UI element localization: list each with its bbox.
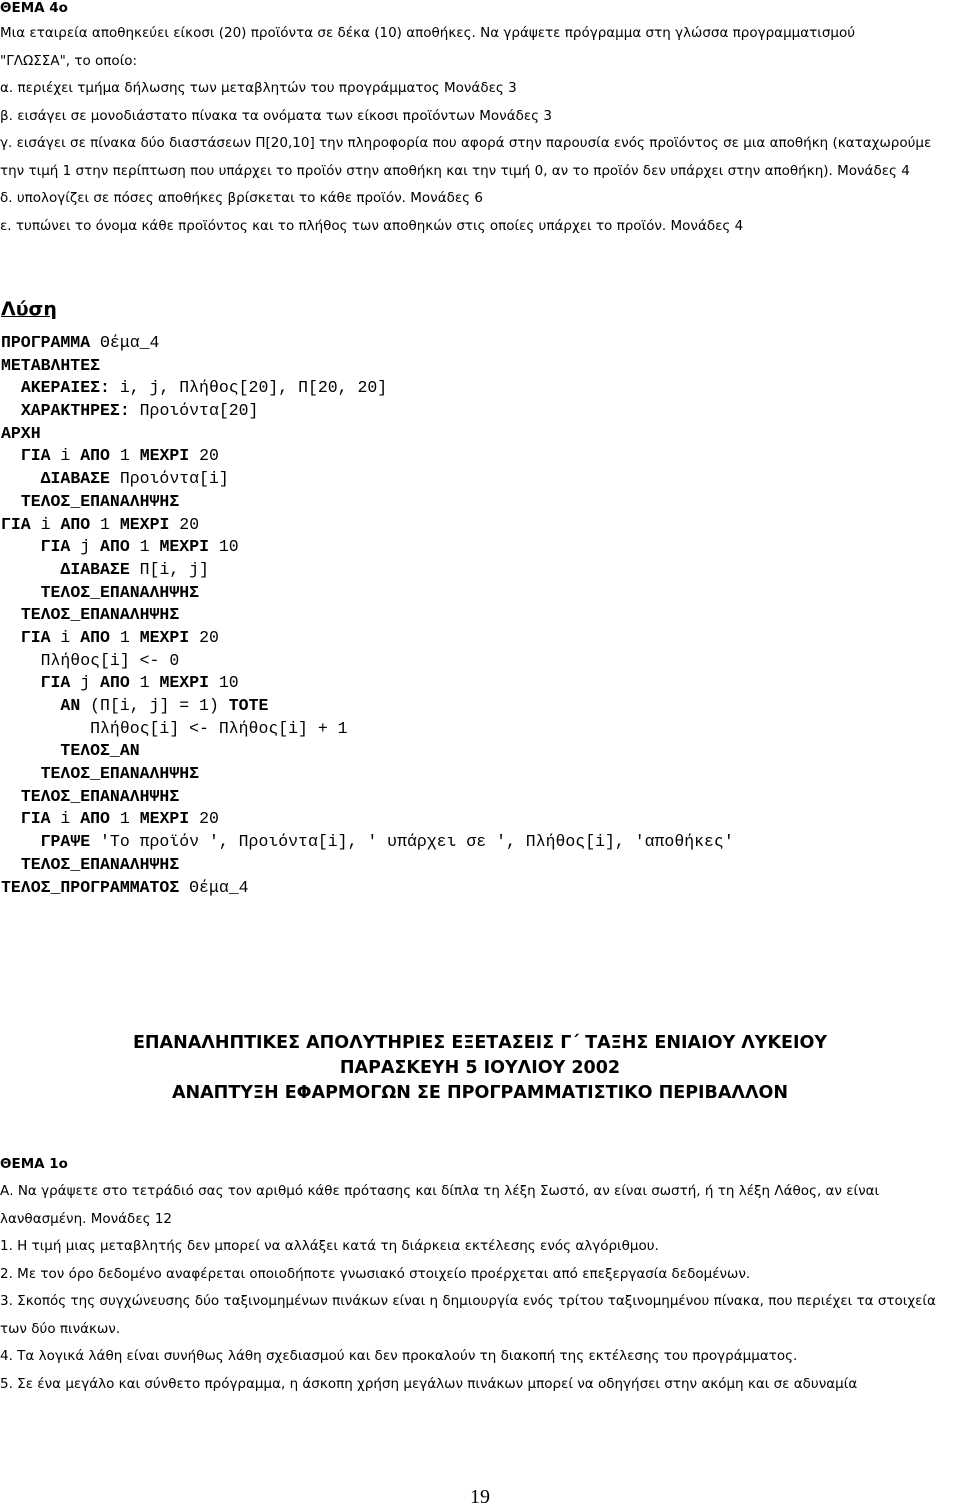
code-keyword: ΤΕΛΟΣ_ΑΝ — [60, 741, 140, 761]
code-text: i, j, Πλήθος[20], Π[20, 20] — [109, 378, 388, 398]
code-keyword: ΤΕΛΟΣ_ΕΠΑΝΑΛΗΨΗΣ — [40, 764, 200, 784]
code-text — [1, 696, 60, 715]
code-text: 1 — [90, 514, 120, 534]
code-text: 1 — [109, 627, 140, 647]
code-text — [1, 673, 41, 692]
code-text: Προιόντα[i] — [109, 469, 229, 489]
code-text — [1, 560, 60, 579]
code-line — [1, 786, 734, 809]
code-text: 20 — [189, 446, 219, 466]
code-keyword: ΤΟΤΕ — [228, 696, 269, 715]
theme1-statement: 4. Τα λογικά λάθη είναι συνήθως λάθη σχεδιασμού και δεν προκαλούν τη διακοπή της εκτέλεσης του προγράμματος. — [0, 1348, 798, 1364]
code-text — [1, 537, 41, 556]
code-text — [1, 446, 21, 465]
code-line — [1, 627, 734, 650]
theme4-items — [0, 75, 958, 240]
code-keyword: ΑΠΟ — [80, 446, 110, 466]
theme1-statement: 1. Η τιμή μιας μεταβλητής δεν μπορεί να αλλάξει κατά τη διάρκεια εκτέλεσης ενός αλγόριθμου. — [0, 1238, 659, 1254]
code-keyword: ΑΝ — [60, 696, 81, 715]
code-keyword: ΑΠΟ — [80, 627, 110, 647]
code-text: 1 — [109, 809, 140, 829]
code-keyword: ΓΡΑΨΕ — [40, 832, 91, 852]
code-text: 20 — [189, 809, 219, 829]
exam-title-line-2: ΠΑΡΑΣΚΕΥΗ 5 ΙΟΥΛΙΟΥ 2002 — [339, 1058, 621, 1078]
theme4-intro — [0, 20, 958, 75]
code-line — [1, 445, 734, 468]
code-text: Προιόντα[20] — [129, 401, 259, 421]
code-keyword: ΑΠΟ — [60, 514, 91, 534]
page-number: 19 — [470, 1486, 490, 1508]
code-keyword: ΓΙΑ — [20, 809, 51, 829]
code-line — [1, 423, 734, 446]
code-keyword: ΑΠΟ — [100, 537, 130, 557]
code-line — [1, 695, 734, 718]
code-line — [1, 808, 734, 831]
theme1-statement: 2. Με τον όρο δεδομένο αναφέρεται οποιοδήποτε γνωσιακό στοιχείο προέρχεται από επεξεργασία δεδομένων. — [0, 1265, 751, 1282]
exam-title-line-3: ΑΝΑΠΤΥΞΗ ΕΦΑΡΜΟΓΩΝ ΣΕ ΠΡΟΓΡΑΜΜΑΤΙΣΤΙΚΟ ΠΕΡΙΒΑΛΛΟΝ — [171, 1083, 789, 1103]
code-text: Πλήθος[i] <- Πλήθος[i] + 1 — [1, 718, 348, 738]
code-text — [1, 809, 21, 828]
theme1-instruction: Α. Να γράψετε στο τετράδιό σας τον αριθμό κάθε πρότασης και δίπλα τη λέξη Σωστό, αν είναι σωστή, ή τη λέξη Λάθος, αν είναι λανθασμένη. Μονάδες 12 — [0, 1183, 880, 1227]
code-line — [1, 854, 734, 877]
code-text — [1, 583, 41, 602]
code-keyword: ΓΙΑ — [40, 673, 71, 693]
code-keyword: ΜΕΧΡΙ — [139, 627, 190, 647]
code-keyword: ΤΕΛΟΣ_ΕΠΑΝΑΛΗΨΗΣ — [20, 491, 180, 511]
code-text: Θέμα_4 — [179, 877, 249, 897]
code-text: i — [50, 446, 81, 466]
code-text — [1, 855, 21, 874]
theme4-intro-line-1: Μια εταιρεία αποθηκεύει είκοσι (20) προϊόντα σε δέκα (10) αποθήκες. Να γράψετε πρόγραμμα στη γλώσσα προγραμματισμού — [0, 25, 856, 41]
code-text: 1 — [109, 446, 140, 466]
code-keyword: ΜΕΧΡΙ — [139, 446, 190, 466]
code-line — [1, 604, 734, 627]
code-line — [1, 740, 734, 763]
code-keyword: ΓΙΑ — [1, 514, 31, 534]
code-keyword: ΜΕΤΑΒΛΗΤΕΣ — [1, 355, 101, 375]
theme4-item-c: γ. εισάγει σε πίνακα δύο διαστάσεων Π[20,10] την πληροφορία που αφορά στην παρουσία ενός προϊόντος σε μια αποθήκη (καταχωρούμε την τιμή 1 στην περίπτωση που υπάρχει το προϊόν στην αποθήκη και την τιμή 0, αν το προϊόν δεν υπάρχει στην αποθήκη). Μονάδες 4 — [0, 135, 932, 179]
code-keyword: ΤΕΛΟΣ_ΕΠΑΝΑΛΗΨΗΣ — [20, 786, 180, 806]
code-text — [1, 492, 21, 511]
code-text: 20 — [189, 627, 219, 647]
code-text: i — [30, 514, 61, 534]
code-keyword: ΤΕΛΟΣ_ΕΠΑΝΑΛΗΨΗΣ — [20, 854, 180, 874]
code-line — [1, 491, 734, 514]
code-text: Πλήθος[i] <- 0 — [1, 650, 180, 670]
theme4-item-b: β. εισάγει σε μονοδιάστατο πίνακα τα ονόματα των είκοσι προϊόντων Μονάδες 3 — [0, 107, 552, 124]
theme4-intro-line-2: "ΓΛΩΣΣΑ", το οποίο: — [0, 52, 138, 69]
code-line — [1, 536, 734, 559]
code-text: 1 — [129, 537, 160, 557]
code-text: 10 — [209, 673, 239, 693]
code-keyword: ΤΕΛΟΣ_ΕΠΑΝΑΛΗΨΗΣ — [20, 605, 180, 625]
code-text — [1, 787, 21, 806]
code-keyword: ΤΕΛΟΣ_ΕΠΑΝΑΛΗΨΗΣ — [40, 582, 200, 602]
code-text — [1, 741, 60, 760]
code-line — [1, 650, 734, 673]
code-text — [1, 628, 21, 647]
code-keyword: ΑΡΧΗ — [1, 423, 41, 443]
code-keyword: ΧΑΡΑΚΤΗΡΕΣ: — [20, 401, 130, 421]
code-text — [1, 378, 21, 397]
code-text: j — [70, 673, 101, 693]
code-keyword: ΜΕΧΡΙ — [159, 673, 209, 693]
theme1-body — [0, 1178, 958, 1398]
code-line — [1, 718, 734, 741]
code-text: Θέμα_4 — [90, 333, 160, 352]
code-text — [1, 401, 21, 420]
exam-title — [0, 1031, 960, 1106]
code-line — [1, 514, 734, 537]
code-line — [1, 468, 734, 491]
code-keyword: ΜΕΧΡΙ — [139, 809, 190, 829]
theme1-statement: 3. Σκοπός της συγχώνευσης δύο ταξινομημένων πινάκων είναι η δημιουργία ενός τρίτου ταξινομημένου πίνακα, που περιέχει τα στοιχεία των δύο πινάκων. — [0, 1293, 936, 1337]
code-keyword: ΓΙΑ — [20, 446, 51, 466]
theme4-item-a: α. περιέχει τμήμα δήλωσης των μεταβλητών του προγράμματος Μονάδες 3 — [0, 80, 517, 96]
code-text: 10 — [209, 537, 239, 557]
theme1-heading: ΘΕΜΑ 1ο — [0, 1156, 68, 1172]
code-text: 1 — [129, 673, 160, 693]
code-line — [1, 763, 734, 786]
code-text — [1, 469, 41, 488]
code-text — [1, 605, 21, 624]
code-keyword: ΔΙΑΒΑΣΕ — [60, 559, 130, 579]
code-text — [1, 832, 41, 851]
code-keyword: ΑΠΟ — [80, 809, 110, 829]
code-line — [1, 877, 734, 900]
code-text — [1, 764, 41, 783]
code-text: j — [70, 537, 101, 557]
code-keyword: ΜΕΧΡΙ — [159, 537, 209, 557]
theme4-item-d: δ. υπολογίζει σε πόσες αποθήκες βρίσκεται το κάθε προϊόν. Μονάδες 6 — [0, 190, 483, 206]
code-keyword: ΔΙΑΒΑΣΕ — [40, 469, 110, 489]
theme4-heading: ΘΕΜΑ 4ο — [0, 0, 68, 16]
code-keyword: ΠΡΟΓΡΑΜΜΑ — [1, 333, 91, 352]
solution-code-block — [1, 332, 734, 899]
solution-title: Λύση — [1, 298, 57, 320]
code-line — [1, 582, 734, 605]
theme1-statement: 5. Σε ένα μεγάλο και σύνθετο πρόγραμμα, η άσκοπη χρήση μεγάλων πινάκων μπορεί να οδηγήσει στην ακόμη και σε αδυναμία — [0, 1375, 858, 1392]
theme4-item-e: ε. τυπώνει το όνομα κάθε προϊόντος και το πλήθος των αποθηκών στις οποίες υπάρχει το προϊόν. Μονάδες 4 — [0, 217, 744, 234]
code-line — [1, 332, 734, 355]
code-keyword: ΓΙΑ — [20, 627, 51, 647]
code-text: i — [50, 627, 81, 647]
code-text: 'Το προϊόν ', Προιόντα[i], ' υπάρχει σε ', Πλήθος[i], 'αποθήκες' — [90, 832, 734, 852]
code-line — [1, 672, 734, 695]
code-keyword: ΜΕΧΡΙ — [119, 514, 170, 534]
code-line — [1, 400, 734, 423]
code-keyword: ΓΙΑ — [40, 537, 71, 557]
code-text: i — [50, 809, 81, 829]
code-keyword: ΑΠΟ — [100, 673, 130, 693]
code-line — [1, 559, 734, 582]
code-keyword: ΑΚΕΡΑΙΕΣ: — [20, 378, 110, 398]
code-text: (Π[i, j] = 1) — [80, 696, 229, 715]
code-text: 20 — [169, 514, 200, 534]
code-keyword: ΤΕΛΟΣ_ΠΡΟΓΡΑΜΜΑΤΟΣ — [1, 877, 180, 897]
code-text: Π[i, j] — [129, 559, 209, 579]
code-line — [1, 355, 734, 378]
code-line — [1, 377, 734, 400]
exam-title-line-1: ΕΠΑΝΑΛΗΠΤΙΚΕΣ ΑΠΟΛΥΤΗΡΙΕΣ ΕΞΕΤΑΣΕΙΣ Γ΄ ΤΑΞΗΣ ΕΝΙΑΙΟΥ ΛΥΚΕΙΟΥ — [132, 1033, 828, 1053]
code-line — [1, 831, 734, 854]
